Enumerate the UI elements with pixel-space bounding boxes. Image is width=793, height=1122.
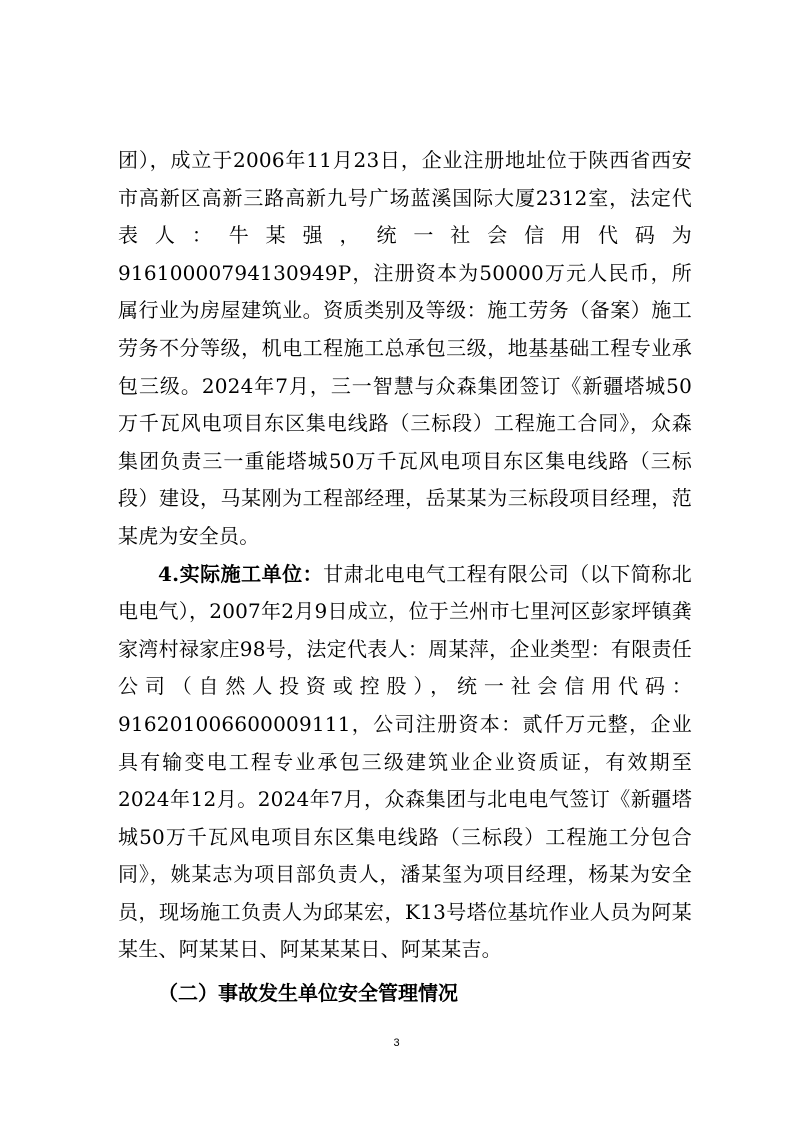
paragraph-contractor-info: 团），成立于2006年11月23日，企业注册地址位于陕西省西安市高新区高新三路高新九号广场蓝溪国际大厦2312室，法定代表人：牛某强，统一社会信用代码为91610000794130949P，注册资本为50000万元人民币，所属行业为房屋建筑业。资质类别及等级：施工劳务（备案）施工劳务不分等级，机电工程施工总承包三级，地基基础工程专业承包三级。2024年7月，三一智慧与众森集团签订《新疆塔城50万千瓦风电项目东区集电线路（三标段）工程施工合同》，众森集团负责三一重能塔城50万千瓦风电项目东区集电线路（三标段）建设，马某刚为工程部经理，岳某某为三标段项目经理，范某虎为安全员。: [118, 148, 692, 548]
body-text: [118, 142, 692, 1013]
paragraph-body: 甘肃北电电气工程有限公司（以下简称北电电气），2007年2月9日成立，位于兰州市七里河区彭家坪镇龚家湾村禄家庄98号，法定代表人：周某萍，企业类型：有限责任公司（自然人投资或控股），统一社会信用代码：916201006600009111，公司注册资本：贰仟万元整，企业具有输变电工程专业承包三级建筑业企业资质证，有效期至2024年12月。2024年7月，众森集团与北电电气签订《新疆塔城50万千瓦风电项目东区集电线路（三标段）工程施工分包合同》，姚某志为项目部负责人，潘某玺为项目经理，杨某为安全员，现场施工负责人为邱某宏，K13号塔位基坑作业人员为阿某某生、阿某某日、阿某某某日、阿某某吉。: [118, 561, 692, 962]
paragraph-lead-label: 4.实际施工单位：: [158, 561, 324, 586]
paragraph-actual-construction-unit: [118, 556, 692, 970]
page-number: 3: [393, 1037, 400, 1049]
section-heading: （二）事故发生单位安全管理情况: [158, 981, 458, 1006]
